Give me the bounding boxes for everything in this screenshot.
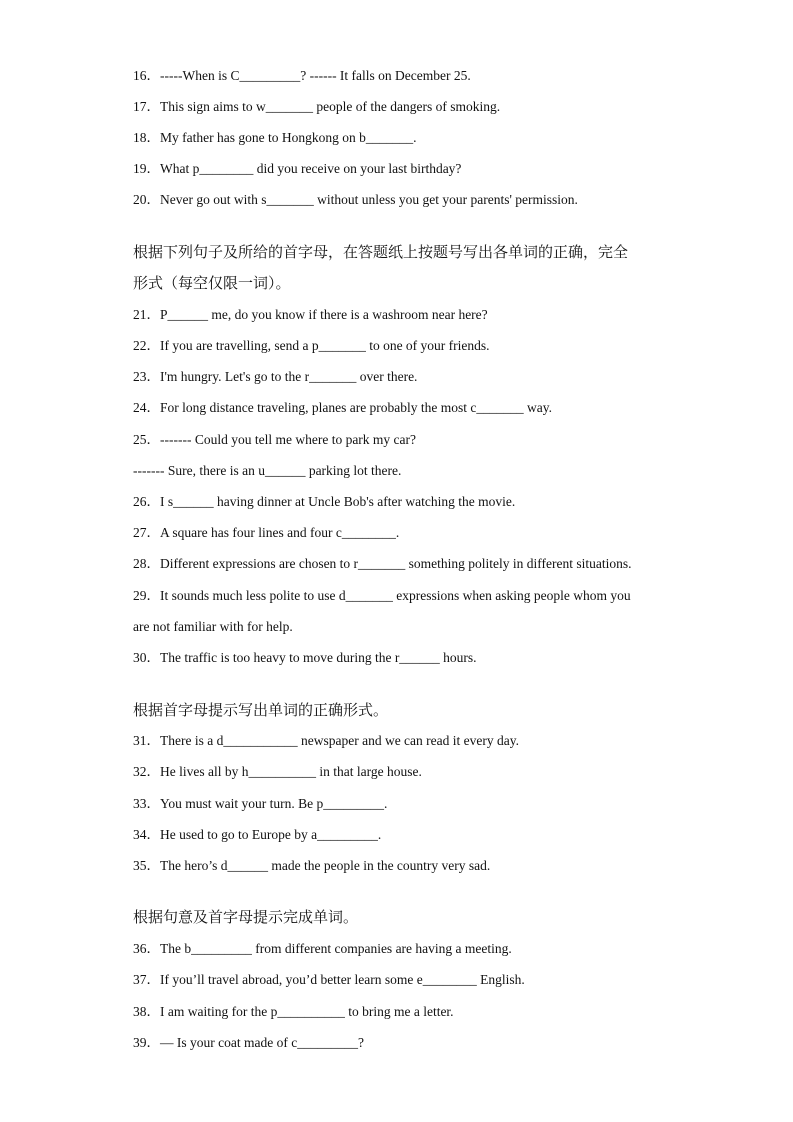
question-37: 37．If you’ll travel abroad, you’d better learn some e________ English. — [133, 972, 525, 987]
question-29-continued: are not familiar with for help. — [133, 619, 293, 634]
question-28: 28．Different expressions are chosen to r_______ something politely in different situations. — [133, 556, 632, 571]
question-30: 30．The traffic is too heavy to move during the r______ hours. — [133, 650, 477, 665]
question-17: 17．This sign aims to w_______ people of the dangers of smoking. — [133, 99, 501, 114]
section-heading-3: 根据句意及首字母提示完成单词。 — [133, 908, 359, 926]
section-heading-1-line-2: 形式（每空仅限一词）。 — [133, 274, 291, 292]
question-32: 32．He lives all by h__________ in that large house. — [133, 764, 422, 779]
question-22: 22．If you are travelling, send a p_______ to one of your friends. — [133, 338, 490, 353]
question-36: 36．The b_________ from different companies are having a meeting. — [133, 941, 512, 956]
section-heading-2: 根据首字母提示写出单词的正确形式。 — [133, 701, 389, 719]
question-16: 16．-----When is C_________? ------ It falls on December 25. — [133, 68, 471, 83]
question-21: 21．P______ me, do you know if there is a washroom near here? — [133, 307, 488, 322]
question-35: 35．The hero’s d______ made the people in the country very sad. — [133, 858, 491, 873]
question-23: 23．I'm hungry. Let's go to the r_______ over there. — [133, 369, 418, 384]
question-19: 19．What p________ did you receive on your last birthday? — [133, 161, 462, 176]
question-29: 29．It sounds much less polite to use d_______ expressions when asking people whom you — [133, 588, 631, 603]
question-33: 33．You must wait your turn. Be p_________. — [133, 796, 388, 811]
section-heading-1-line-1: 根据下列句子及所给的首字母，在答题纸上按题号写出各单词的正确，完全 — [133, 243, 629, 261]
question-25: 25．------- Could you tell me where to park my car? — [133, 432, 417, 447]
question-31: 31．There is a d___________ newspaper and we can read it every day. — [133, 733, 519, 748]
question-25-reply: ------- Sure, there is an u______ parking lot there. — [133, 463, 402, 478]
question-27: 27．A square has four lines and four c________. — [133, 525, 400, 540]
question-38: 38．I am waiting for the p__________ to bring me a letter. — [133, 1004, 454, 1019]
question-18: 18．My father has gone to Hongkong on b_______. — [133, 130, 417, 145]
question-26: 26．I s______ having dinner at Uncle Bob's after watching the movie. — [133, 494, 516, 509]
question-20: 20．Never go out with s_______ without unless you get your parents' permission. — [133, 192, 578, 207]
question-34: 34．He used to go to Europe by a_________. — [133, 827, 382, 842]
question-39: 39．— Is your coat made of c_________? — [133, 1035, 364, 1050]
question-24: 24．For long distance traveling, planes are probably the most c_______ way. — [133, 400, 553, 415]
